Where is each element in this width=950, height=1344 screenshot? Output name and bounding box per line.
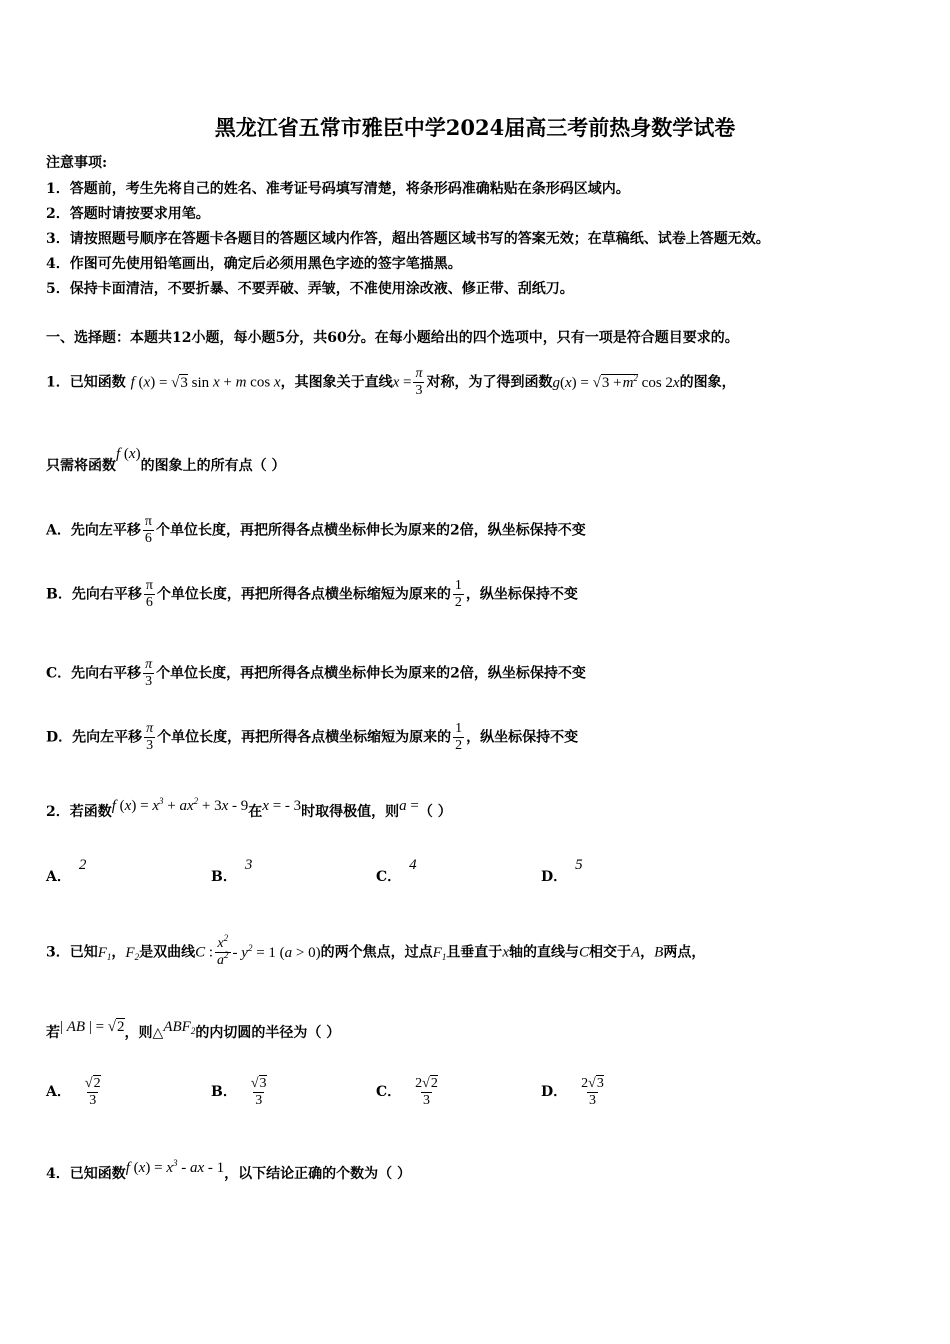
q2-option-a-label: A．: [46, 869, 71, 885]
q3-line2-a: 若: [46, 1025, 60, 1041]
q2-mid2: 时取得极值，则: [301, 804, 400, 820]
q1-option-a-pre: 先向左平移: [70, 522, 141, 539]
q1-pi-over-3: $\frac{\pi}{3}$: [415, 366, 423, 398]
q3-option-b-frac: $\frac{√3}{3}$: [250, 1076, 267, 1108]
notice-item-4: 4．作图可先使用铅笔画出，确定后必须用黑色字迹的签字笔描黑。: [46, 256, 462, 272]
q3-option-c-frac: $\frac{2√2}{3}$: [415, 1076, 438, 1108]
q3-option-a[interactable]: [46, 1075, 105, 1109]
q3-option-c-label: C．: [376, 1084, 402, 1100]
q2-f-formula: f $(x) = x^3 + ax^2 + 3x - 9$: [111, 796, 249, 814]
q1-option-c[interactable]: [46, 657, 586, 690]
q1-f-formula: f (x) = √3 sin x + m cos x: [130, 374, 281, 391]
q3-t1: 是双曲线: [139, 944, 196, 961]
q1-option-d-label: D．: [46, 729, 73, 746]
q1-option-b-frac2: $\frac{1}{2}$: [454, 578, 462, 610]
q3-t3: 且垂直于: [446, 944, 503, 961]
q3-prefix: 3．已知: [46, 944, 98, 961]
q1-option-d-post2: ，纵坐标保持不变: [466, 729, 579, 746]
q2-option-d-value: 5: [575, 857, 583, 873]
notice-item-3: 3．请按照题号顺序在答题卡各题目的答题区域内作答，超出答题区域书写的答案无效；在草稿纸、试卷上答题无效。: [46, 231, 770, 247]
notice-item-5: 5．保持卡面清洁，不要折暴、不要弄破、弄皱，不准使用涂改液、修正带、刮纸刀。: [46, 281, 574, 297]
q3-hyperbola: C :: [195, 944, 214, 961]
question-4-line: [46, 1158, 412, 1183]
q3-f1: $F_1$: [97, 944, 112, 962]
q3-b-point: B: [654, 944, 664, 961]
question-1-line-2: [46, 446, 286, 475]
q3-t6: ，: [640, 944, 655, 961]
q3-sep: ，: [111, 944, 126, 961]
q2-option-b[interactable]: [211, 857, 253, 886]
notice-item-2: 2．答题时请按要求用笔。: [46, 206, 210, 222]
question-1-line-1: [46, 366, 736, 399]
q3-t7: 两点，: [663, 944, 706, 961]
q3-t5: 相交于: [589, 944, 631, 961]
q1-option-c-pre: 先向右平移: [71, 665, 142, 682]
section-1-heading: 一、选择题：本题共12小题，每小题5分，共60分。在每小题给出的四个选项中，只有一项是符合题目要求的。: [46, 330, 739, 346]
q1-text-b: 对称，为了得到函数: [426, 374, 553, 391]
q2-end: （ ）: [418, 804, 452, 820]
q2-option-d-label: D．: [541, 869, 568, 885]
q2-option-a-value: 2: [78, 857, 87, 873]
q2-option-c-label: C．: [376, 869, 402, 885]
q3-option-d[interactable]: [541, 1075, 608, 1109]
q3-option-d-label: D．: [541, 1084, 568, 1100]
q1-option-a-label: A．: [46, 522, 71, 539]
q2-a-equals: a =: [399, 798, 419, 814]
q1-option-c-post: 个单位长度，再把所得各点横坐标伸长为原来的2倍，纵坐标保持不变: [156, 665, 586, 682]
q3-ab-length: | AB | = √2: [60, 1019, 125, 1035]
q2-option-c[interactable]: [376, 857, 417, 886]
q1-option-c-label: C．: [46, 665, 72, 682]
q4-f-formula: f $(x) = x^3$ - ax - 1: [125, 1158, 225, 1176]
q1-option-b-pre: 先向右平移: [71, 586, 142, 603]
q1-line-x: x =: [392, 374, 412, 391]
q1-option-d-frac2: $\frac{1}{2}$: [455, 721, 463, 753]
q3-option-b-label: B．: [211, 1084, 237, 1100]
page-title: 黑龙江省五常市雅臣中学2024届高三考前热身数学试卷: [214, 115, 736, 140]
q3-option-b[interactable]: [211, 1075, 271, 1109]
q3-option-a-label: A．: [46, 1084, 71, 1100]
q1-option-d-pre: 先向左平移: [72, 729, 143, 746]
q2-option-c-value: 4: [409, 857, 417, 873]
question-3-line-2: [46, 1019, 341, 1042]
q1-prefix: 1．已知函数: [46, 374, 126, 391]
q3-x2-over-a2: $\frac{x^2}{a^2}$: [217, 933, 229, 968]
q3-c: C: [578, 944, 589, 961]
q2-option-b-value: 3: [244, 857, 253, 873]
q3-hyperbola-rest: - $y^2 = 1$ (a > 0): [232, 942, 321, 961]
q1-g-formula: $g(x) = √3 +m^2$ cos 2x: [552, 372, 680, 391]
q3-line2-c: 的内切圆的半径为（ ）: [195, 1025, 341, 1041]
q1-line2-a: 只需将函数: [46, 458, 116, 474]
q1-option-c-frac: $\frac{\pi}{3}$: [145, 657, 153, 689]
q1-f-of-x: f (x): [116, 446, 141, 462]
q2-option-a[interactable]: [46, 857, 87, 886]
question-3-line-1: [46, 933, 706, 969]
q3-option-a-frac: $\frac{√2}{3}$: [84, 1076, 101, 1108]
q1-option-d-frac: $\frac{\pi}{3}$: [146, 721, 154, 753]
q3-t4: 轴的直线与: [508, 944, 579, 961]
question-2-line: [46, 796, 452, 821]
q1-text-c: 的图象，: [679, 374, 736, 391]
q1-option-a[interactable]: [46, 514, 586, 547]
q1-line2-b: 的图象上的所有点（ ）: [140, 458, 286, 474]
q1-text-a: ，其图象关于直线: [280, 374, 393, 391]
q1-option-d[interactable]: [46, 721, 578, 754]
q3-x-axis: x: [502, 944, 509, 961]
notice-heading: 注意事项:: [46, 155, 108, 171]
q1-option-b-frac: $\frac{\pi}{6}$: [145, 578, 153, 610]
q3-f2: $F_2$: [125, 944, 140, 962]
q1-option-a-frac: $\frac{\pi}{6}$: [144, 514, 152, 546]
q1-option-b-label: B．: [46, 586, 72, 603]
q1-option-d-post: 个单位长度，再把所得各点横坐标缩短为原来的: [157, 729, 452, 746]
q3-t2: 的两个焦点，过点: [320, 944, 433, 961]
notice-item-1: 1．答题前，考生先将自己的姓名、准考证号码填写清楚，将条形码准确粘贴在条形码区域内。: [46, 181, 630, 197]
q1-option-b-post2: ，纵坐标保持不变: [465, 586, 578, 603]
q3-option-d-frac: $\frac{2√3}{3}$: [581, 1076, 604, 1108]
q1-option-b[interactable]: [46, 578, 578, 611]
q2-mid: 在: [248, 804, 263, 820]
q2-option-b-label: B．: [211, 869, 237, 885]
q3-f1-b: $F_1$: [432, 944, 447, 962]
q3-a-point: A: [631, 944, 641, 961]
q1-option-b-post: 个单位长度，再把所得各点横坐标缩短为原来的: [156, 586, 451, 603]
q2-option-d[interactable]: [541, 857, 583, 886]
q3-option-c[interactable]: [376, 1075, 442, 1109]
q4-suffix: ，以下结论正确的个数为（ ）: [224, 1166, 412, 1182]
q3-triangle: $ABF_2$: [163, 1019, 196, 1036]
q2-prefix: 2．若函数: [46, 804, 112, 820]
q2-x-value: x = - 3: [262, 798, 302, 814]
q4-prefix: 4．已知函数: [46, 1166, 126, 1182]
q3-line2-b: ，则△: [124, 1025, 164, 1041]
q1-option-a-post: 个单位长度，再把所得各点横坐标伸长为原来的2倍，纵坐标保持不变: [155, 522, 586, 539]
